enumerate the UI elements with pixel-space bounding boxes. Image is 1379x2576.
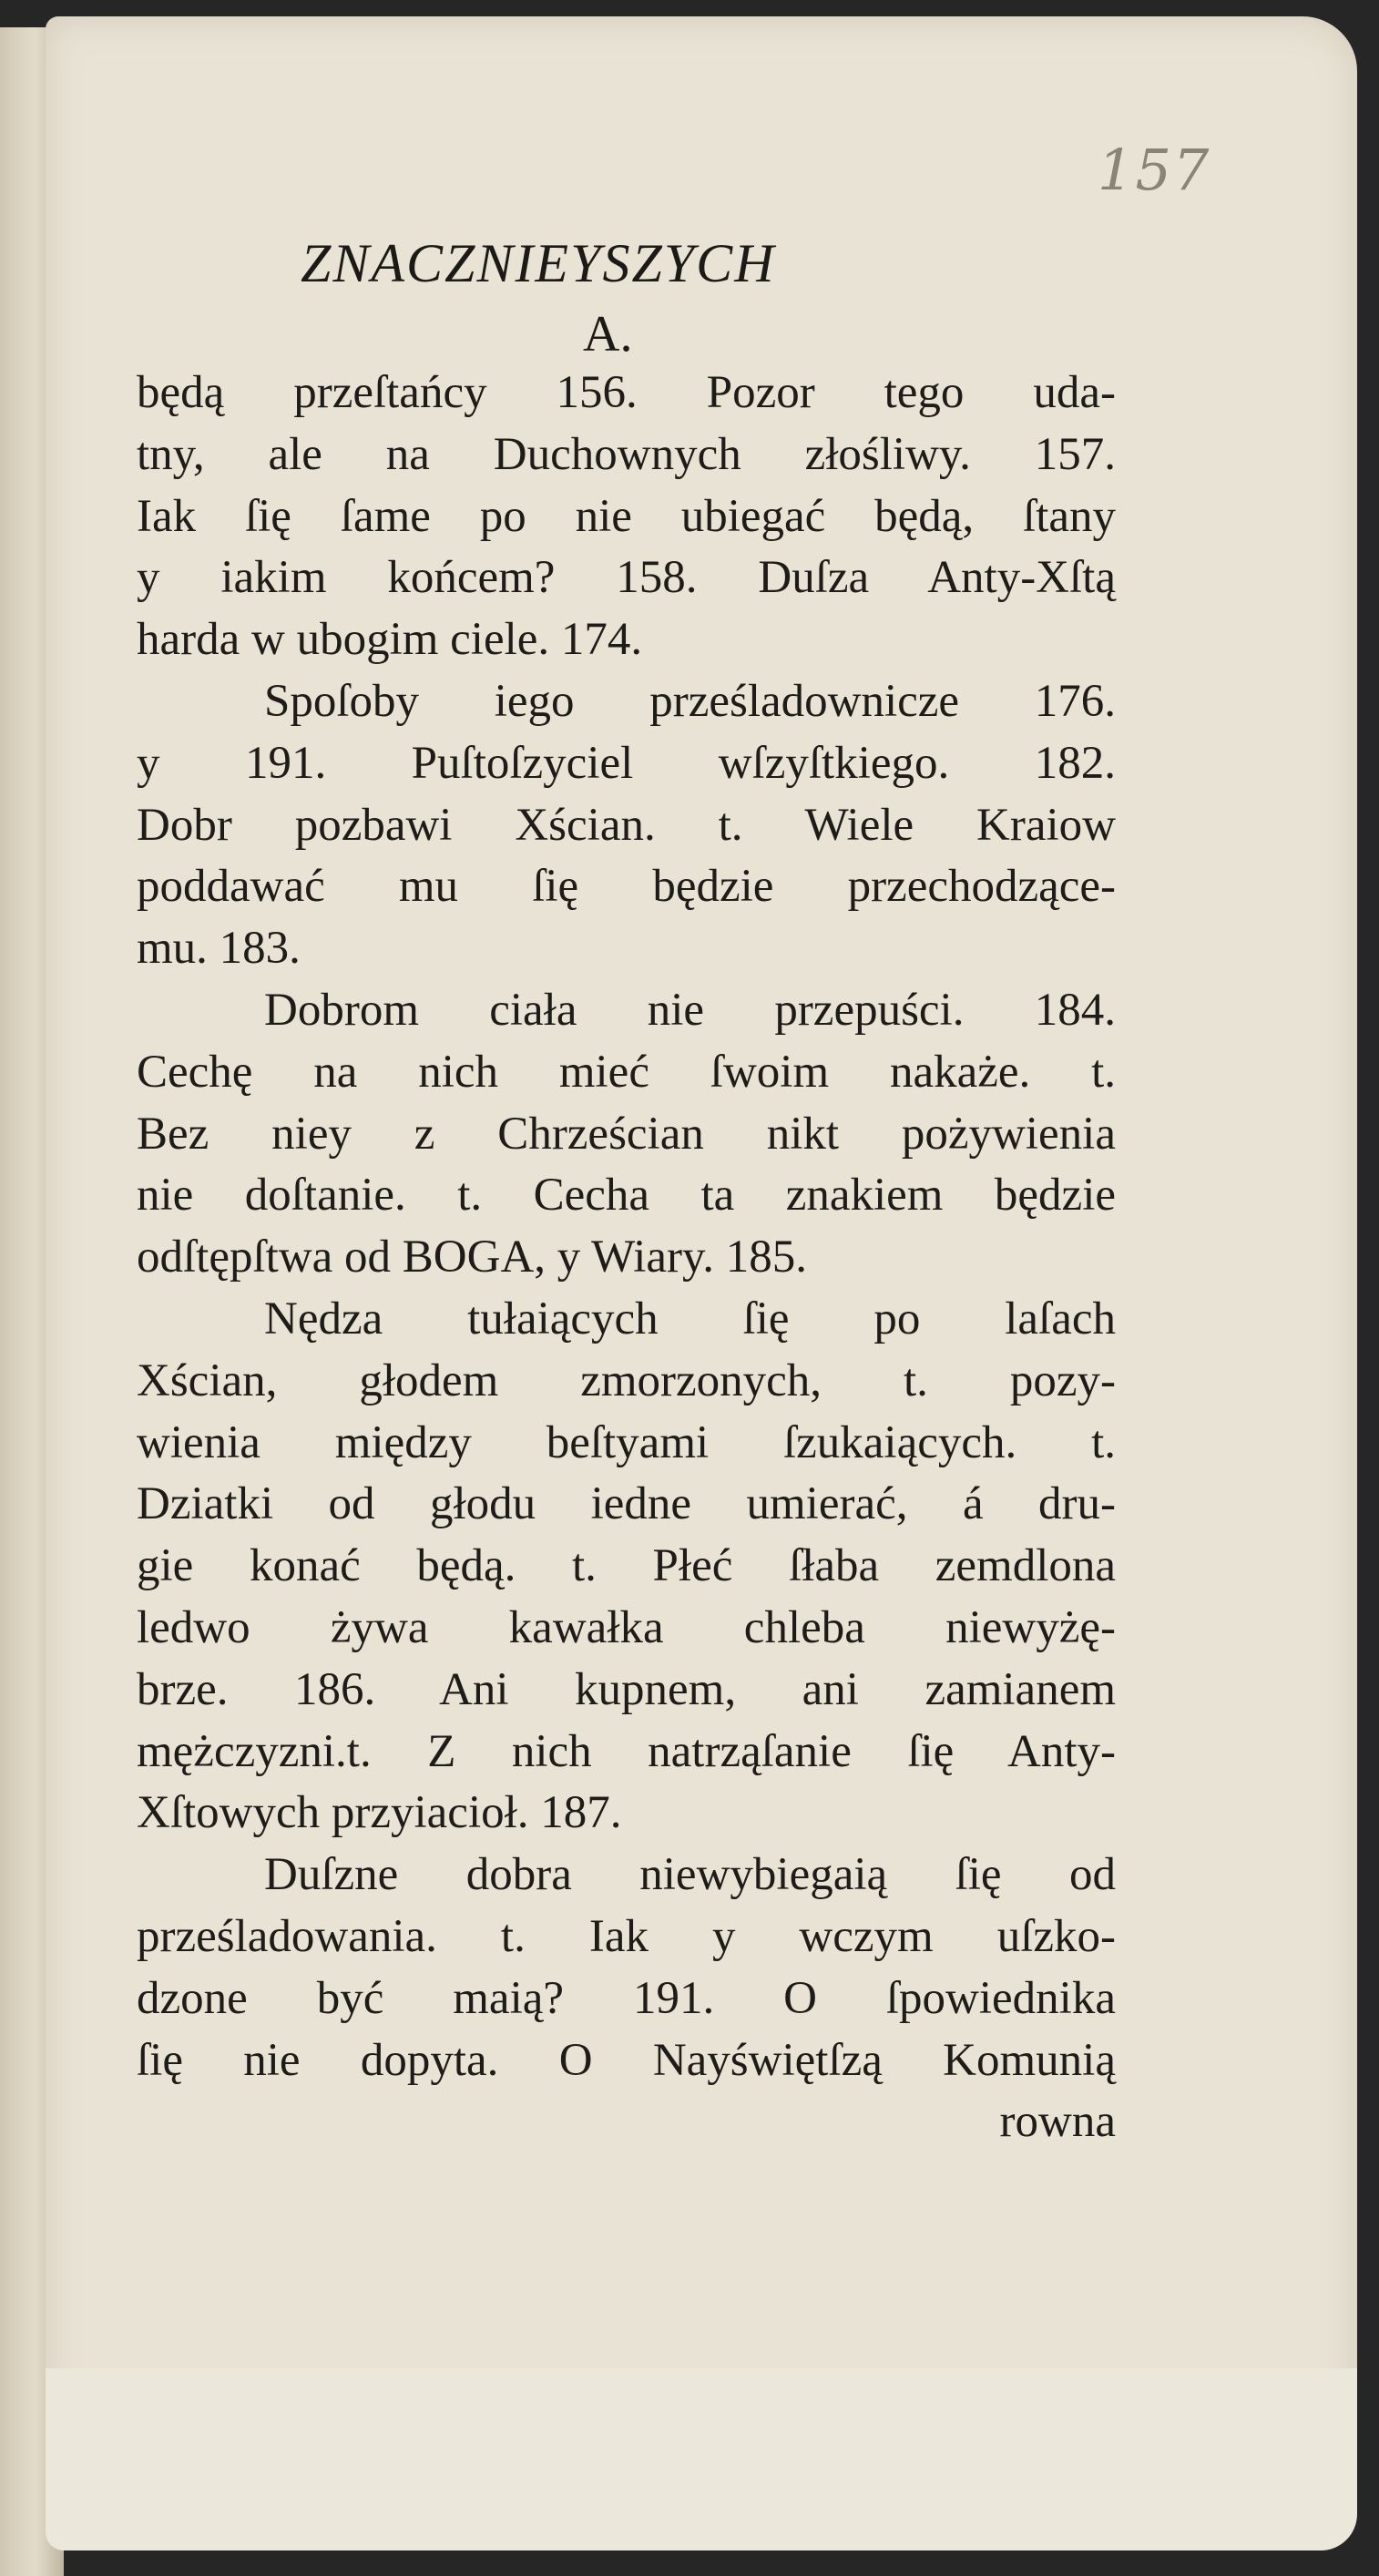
text-line: ſię nie dopyta. O Nayświętſzą Komunią: [137, 2034, 1116, 2086]
text-line: Dobrom ciała nie przepuści. 184.: [264, 984, 1116, 1036]
catchword: rowna: [999, 2096, 1116, 2148]
text-line: tny, ale na Duchownych złośliwy. 157.: [137, 428, 1116, 480]
text-line: mężczyzni.t. Z nich natrząſanie ſię Anty-: [137, 1725, 1116, 1777]
torn-page-bottom: [46, 2368, 1357, 2550]
text-block: [137, 363, 1116, 2153]
text-line: y 191. Puſtoſzyciel wſzyſtkiego. 182.: [137, 737, 1116, 789]
text-line: dzone być maią? 191. O ſpowiednika: [137, 1972, 1116, 2024]
running-head: ZNACZNIEYSZYCH: [301, 233, 776, 293]
text-line: harda w ubogim ciele. 174.: [137, 614, 643, 666]
text-line: będą przeſtańcy 156. Pozor tego uda-: [137, 367, 1116, 418]
text-line: Spoſoby iego prześladownicze 176.: [264, 675, 1116, 727]
text-line: ledwo żywa kawałka chleba niewyżę-: [137, 1601, 1116, 1653]
text-line: poddawać mu ſię będzie przechodzące-: [137, 861, 1116, 913]
text-line: Xścian, głodem zmorzonych, t. pozy-: [137, 1354, 1116, 1406]
text-line: y iakim końcem? 158. Duſza Anty-Xſtą: [137, 552, 1116, 604]
text-line: odſtępſtwa od BOGA, y Wiary. 185.: [137, 1232, 807, 1283]
text-line: Duſzne dobra niewybiegaią ſię od: [264, 1849, 1116, 1901]
text-line: Xſtowych przyiacioł. 187.: [137, 1787, 622, 1839]
text-line: Dziatki od głodu iedne umierać, á dru-: [137, 1478, 1116, 1530]
text-line: Dobr pozbawi Xścian. t. Wiele Kraiow: [137, 799, 1116, 851]
text-line: gie konać będą. t. Płeć ſłaba zemdlona: [137, 1540, 1116, 1592]
text-line: Cechę na nich mieć ſwoim nakaże. t.: [137, 1046, 1116, 1098]
text-line: wienia między beſtyami ſzukaiących. t.: [137, 1416, 1116, 1468]
text-line: Bez niey z Chrześcian nikt pożywienia: [137, 1108, 1116, 1160]
text-line: Iak ſię ſame po nie ubiegać będą, ſtany: [137, 490, 1116, 542]
page-number: 157: [1098, 137, 1211, 203]
text-line: nie doſtanie. t. Cecha ta znakiem będzie: [137, 1170, 1116, 1222]
text-line: mu. 183.: [137, 923, 301, 975]
section-letter: A.: [583, 306, 633, 363]
text-line: brze. 186. Ani kupnem, ani zamianem: [137, 1663, 1116, 1715]
text-line: Nędza tułaiących ſię po laſach: [264, 1293, 1116, 1344]
text-line: prześladowania. t. Iak y wczym uſzko-: [137, 1910, 1116, 1962]
